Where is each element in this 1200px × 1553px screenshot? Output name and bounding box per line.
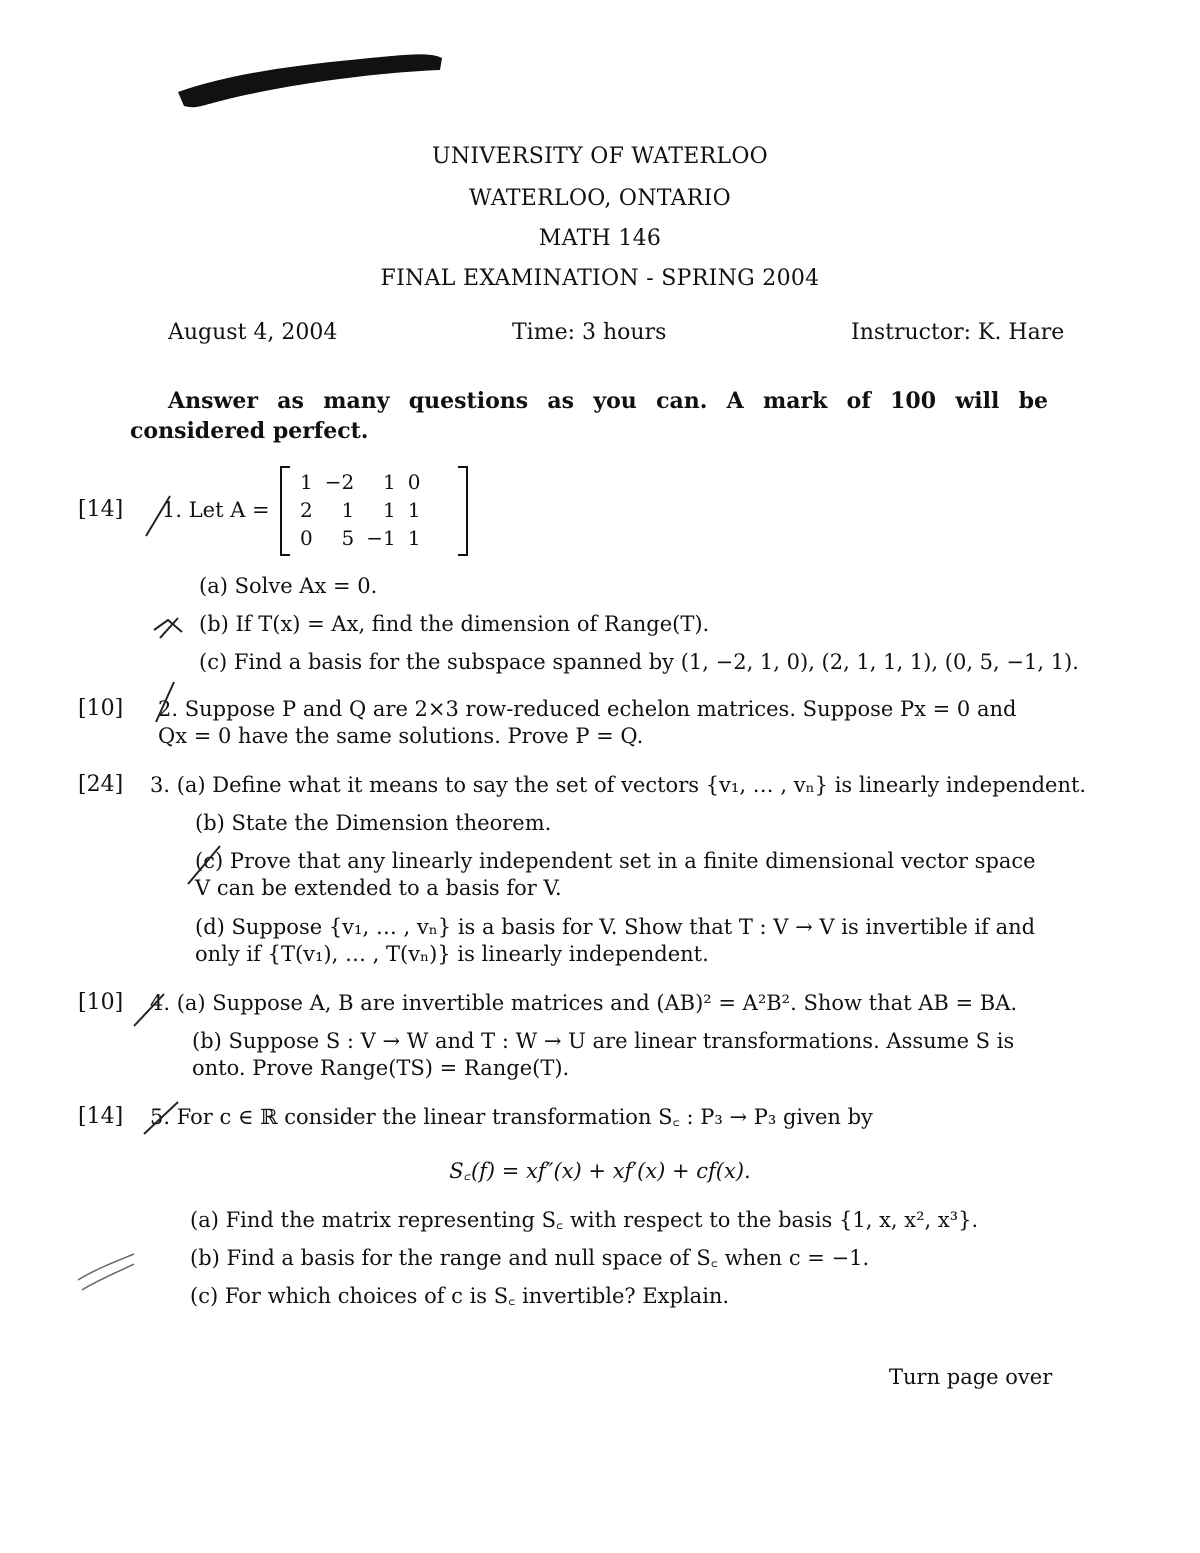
redaction-scribble <box>170 44 450 114</box>
exam-instructor: Instructor: K. Hare <box>851 320 1065 345</box>
checkmark-icon <box>140 1098 184 1138</box>
q5-intro: 5. For c ∈ ℝ consider the linear transformation S꜀ : P₃ → P₃ given by <box>150 1105 873 1129</box>
q3-part-c: (c) Prove that any linearly independent set in a finite dimensional vector space V can be extended to a basis for V. <box>195 849 1036 900</box>
q5-part-b: (b) Find a basis for the range and null space of S꜀ when c = −1. <box>190 1246 870 1270</box>
course-code: MATH 146 <box>538 226 662 251</box>
university-title: UNIVERSITY OF WATERLOO <box>431 144 769 169</box>
exam-title: FINAL EXAMINATION - SPRING 2004 <box>380 266 820 291</box>
q5-part-a: (a) Find the matrix representing S꜀ with respect to the basis {1, x, x², x³}. <box>190 1208 979 1232</box>
q1-intro: 1. Let A = <box>162 498 270 522</box>
checkmark-icon <box>184 840 224 888</box>
q3-part-a: 3. (a) Define what it means to say the set of vectors {v₁, … , vₙ} is linearly independent. <box>150 773 1087 797</box>
margin-scribble-icon <box>74 1250 138 1296</box>
q1-part-c: (c) Find a basis for the subspace spanned by (1, −2, 1, 0), (2, 1, 1, 1), (0, 5, −1, 1). <box>199 650 1079 674</box>
checkmark-icon <box>150 678 180 726</box>
q4-part-a: 4. (a) Suppose A, B are invertible matrices and (AB)² = A²B². Show that AB = BA. <box>150 991 1018 1015</box>
q4-marks: [10] <box>78 990 124 1015</box>
q1-marks: [14] <box>78 497 124 522</box>
q4-part-b: (b) Suppose S : V → W and T : W → U are linear transformations. Assume S is onto. Prove Range(TS) = Range(T). <box>192 1029 1015 1080</box>
q5-equation: S꜀(f) = xf″(x) + xf′(x) + cf(x). <box>449 1159 751 1183</box>
exam-date: August 4, 2004 <box>168 320 338 345</box>
checkmark-icon <box>150 612 186 642</box>
turn-page-note: Turn page over <box>889 1365 1053 1389</box>
q1-part-b: (b) If T(x) = Ax, find the dimension of Range(T). <box>199 612 710 636</box>
q3-part-d: (d) Suppose {v₁, … , vₙ} is a basis for V. Show that T : V → V is invertible if and only if {T(v₁), … , T(vₙ)} is linearly independent. <box>195 915 1036 966</box>
checkmark-icon <box>130 990 170 1030</box>
exam-duration: Time: 3 hours <box>512 320 667 345</box>
instructions: Answer as many questions as you can. A mark of 100 will be considered perfect. <box>130 388 1048 444</box>
checkmark-icon <box>140 490 180 540</box>
q3-part-b: (b) State the Dimension theorem. <box>195 811 552 835</box>
q5-part-c: (c) For which choices of c is S꜀ invertible? Explain. <box>190 1284 730 1308</box>
q5-marks: [14] <box>78 1104 124 1129</box>
university-city: WATERLOO, ONTARIO <box>469 186 731 211</box>
q3-marks: [24] <box>78 772 124 797</box>
q2-marks: [10] <box>78 696 124 721</box>
matrix-a: 1 −2 1 0 2 1 1 1 0 5 −1 1 <box>280 466 468 554</box>
q2-text: 2. Suppose P and Q are 2×3 row-reduced echelon matrices. Suppose Px = 0 and Qx = 0 have the same solutions. Prove P = Q. <box>158 697 1017 748</box>
q1-part-a: (a) Solve Ax = 0. <box>199 574 378 598</box>
